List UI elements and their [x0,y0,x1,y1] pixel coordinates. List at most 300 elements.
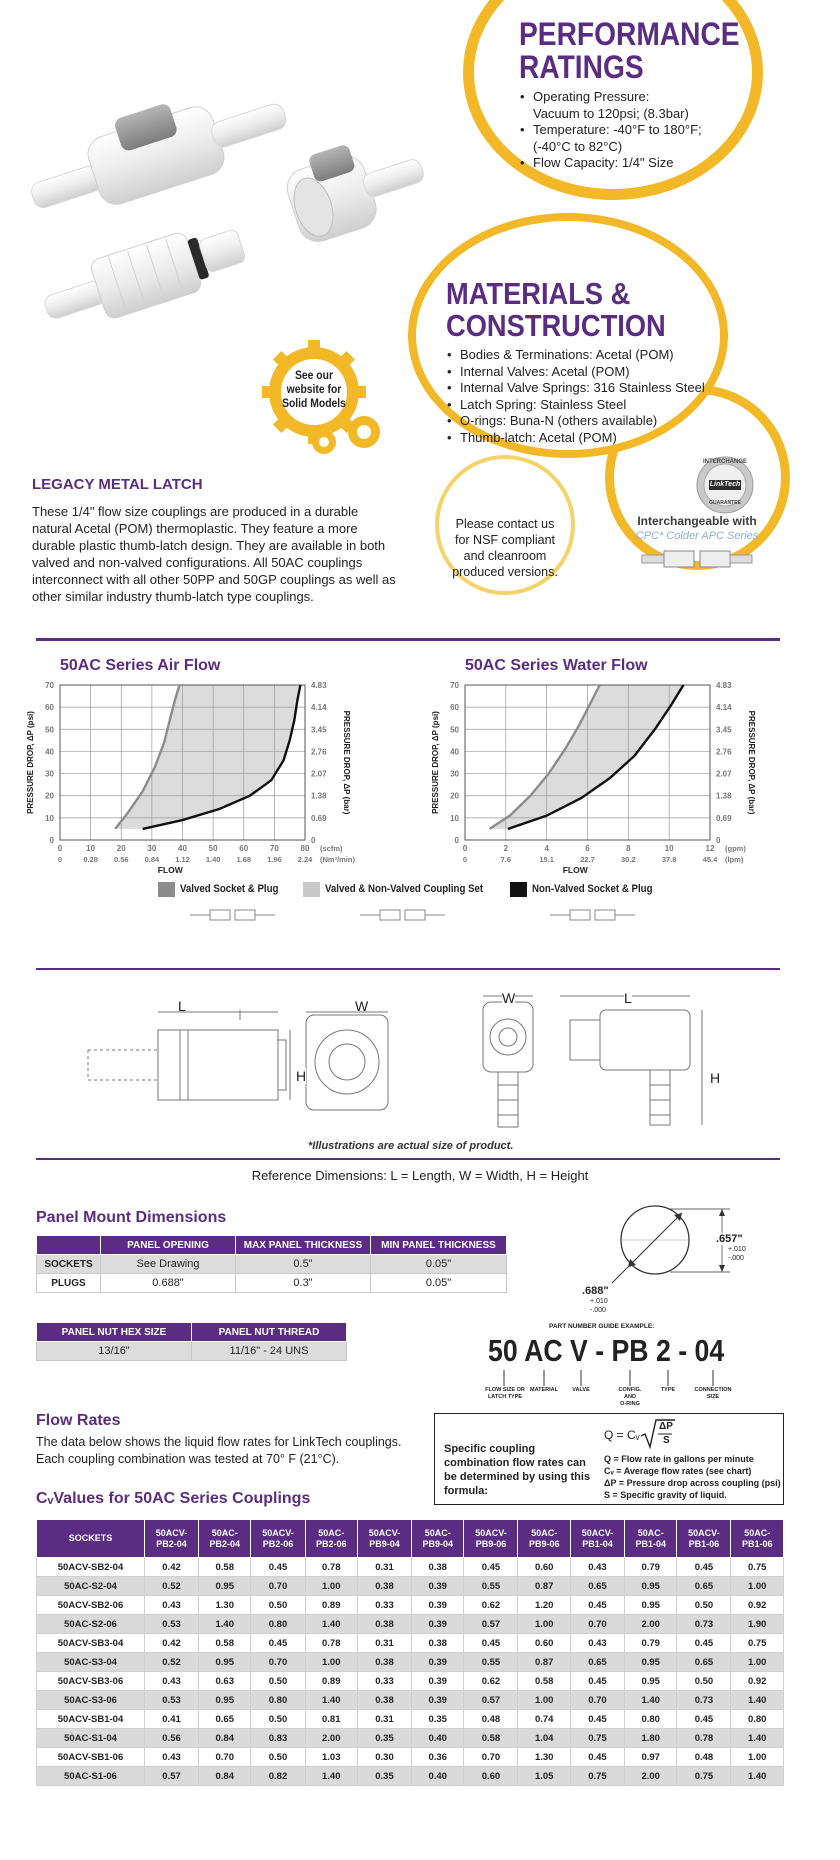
x2-tick-label: 0.56 [113,855,129,864]
cv-value: 0.92 [731,1596,784,1615]
seal-text-top: INTERCHANGE [702,459,747,465]
cv-value: 0.70 [570,1615,624,1634]
cv-value: 0.41 [145,1710,199,1729]
cv-value: 0.33 [357,1596,411,1615]
cv-value: 0.45 [570,1748,624,1767]
y2-tick-label: 4.14 [311,703,327,713]
y2-tick-label: 1.38 [716,791,732,801]
y-tick-label: 40 [45,747,54,757]
x-tick-label: 2 [503,844,509,853]
cv-value: 1.40 [731,1691,784,1710]
table-row [37,1767,784,1786]
interchange-title: Interchangeable with [637,514,757,528]
cv-value: 0.55 [464,1577,518,1596]
dim-657-tol-minus: -.000 [728,1255,744,1262]
y2-tick-label: 0 [311,836,316,845]
dim-657: .657" [716,1233,743,1245]
cv-value: 0.48 [677,1748,731,1767]
cv-value: 0.40 [412,1767,464,1786]
table-row [37,1342,347,1361]
cv-value: 0.70 [251,1653,305,1672]
cv-value: 0.87 [518,1577,570,1596]
code-type: 2 [655,1333,671,1368]
cv-value: 2.00 [305,1729,357,1748]
cv-value: 0.55 [464,1653,518,1672]
cv-value: 0.42 [145,1634,199,1653]
cv-value: 0.75 [731,1558,784,1577]
performance-item: • Flow Capacity: 1/4" Size [519,155,749,172]
cv-socket-label: 50AC-S1-04 [37,1729,145,1748]
cv-value: 0.45 [251,1634,305,1653]
cv-value: 0.60 [518,1634,570,1653]
y-axis-label: PRESSURE DROP, ΔP (psi) [431,711,440,814]
x-tick-label: 10 [86,844,96,853]
materials-item: • Bodies & Terminations: Acetal (POM) [446,347,726,364]
cv-value: 0.70 [251,1577,305,1596]
cv-value: 0.50 [251,1748,305,1767]
part-caption: VALVE [572,1387,590,1393]
cv-value: 0.50 [251,1596,305,1615]
cv-value: 0.39 [412,1596,464,1615]
cv-header-plug: 50AC- PB1-06 [731,1520,784,1558]
cv-value: 0.43 [570,1634,624,1653]
dim-L-left: L [178,998,186,1014]
cv-value: 2.00 [624,1767,676,1786]
materials-title-line1: MATERIALS & [446,276,631,311]
y-tick-label: 0 [454,836,459,845]
nut-header: PANEL NUT THREAD [192,1323,347,1342]
cv-header-plug: 50ACV- PB1-04 [570,1520,624,1558]
formula-equation: Q = Cᵥ [604,1428,640,1442]
materials-item: • O-rings: Buna-N (others available) [446,413,726,430]
table-row [37,1634,784,1653]
cv-value: 0.45 [570,1672,624,1691]
y2-tick-label: 0.69 [716,813,732,823]
x-tick-label: 20 [116,844,126,853]
legend-swatch-nonvalved [510,882,527,897]
y-tick-label: 50 [450,725,459,735]
cv-value: 0.95 [624,1596,676,1615]
cv-value: 1.40 [624,1691,676,1710]
pm-cell: 0.05" [371,1274,507,1293]
cv-value: 0.35 [412,1710,464,1729]
cv-value: 0.39 [412,1577,464,1596]
cv-socket-label: 50ACV-SB3-04 [37,1634,145,1653]
nut-cell: 11/16" - 24 UNS [192,1342,347,1361]
y-tick-label: 20 [45,791,54,801]
nut-header: PANEL NUT HEX SIZE [37,1323,192,1342]
flow-rates-title: Flow Rates [36,1412,121,1429]
performance-item: • Temperature: -40°F to 180°F; (-40°C to 82°C) [519,122,749,155]
x2-tick-label: 2.24 [297,855,313,864]
cv-value: 0.95 [624,1577,676,1596]
x2-tick-label: 30.2 [621,855,636,864]
water-flow-chart [425,675,810,885]
seal-text-bottom: GUARANTEE [709,500,741,506]
pm-header: MIN PANEL THICKNESS [371,1236,507,1255]
cv-value: 0.79 [624,1634,676,1653]
flow-rates-body: The data below shows the liquid flow rates for LinkTech couplings. Each coupling combination was tested at 70° F (21°C). [36,1435,402,1466]
cv-value: 0.95 [624,1672,676,1691]
cv-socket-label: 50AC-S1-06 [37,1767,145,1786]
materials-block [446,278,726,446]
table-row [37,1615,784,1634]
cv-value: 0.50 [677,1596,731,1615]
cv-value: 0.33 [357,1672,411,1691]
cv-value: 0.43 [570,1558,624,1577]
cv-value: 0.58 [199,1634,251,1653]
cv-value: 0.45 [464,1558,518,1577]
cv-value: 0.95 [199,1691,251,1710]
legacy-title: LEGACY METAL LATCH [32,476,203,493]
seal-text-mid: LinkTech [709,481,741,488]
cv-header-plug: 50ACV- PB9-04 [357,1520,411,1558]
part-guide-code [488,1333,725,1373]
code-material: AC [524,1333,563,1368]
cv-value: 0.62 [464,1672,518,1691]
cv-value: 0.45 [677,1634,731,1653]
cv-value: 1.03 [305,1748,357,1767]
cv-value: 0.58 [464,1729,518,1748]
nsf-note: Please contact us for NSF compliant and cleanroom produced versions. [452,517,558,579]
x-axis-label: FLOW [157,865,183,875]
pm-cell: 0.5" [236,1255,371,1274]
cv-value: 0.38 [357,1577,411,1596]
cv-value: 1.00 [305,1577,357,1596]
pm-header: PANEL OPENING [101,1236,236,1255]
formula-intro: Specific coupling combination flow rates can be determined by using this formula: [444,1443,591,1497]
cv-value: 1.00 [731,1577,784,1596]
cv-value: 0.80 [251,1615,305,1634]
formula-def: S = Specific gravity of liquid. [604,1490,727,1500]
part-caption: MATERIAL [529,1387,558,1393]
y2-tick-label: 3.45 [311,725,327,735]
cv-value: 0.63 [199,1672,251,1691]
x-tick-label: 6 [585,844,590,853]
cv-value: 0.39 [412,1615,464,1634]
table-row [37,1748,784,1767]
formula-denominator: S [663,1435,670,1446]
cv-value: 1.80 [624,1729,676,1748]
cv-value: 1.40 [731,1729,784,1748]
x-tick-label: 8 [626,844,631,853]
cv-value: 0.80 [624,1710,676,1729]
product-photo [20,60,440,360]
pm-cell: 0.3" [236,1274,371,1293]
legend-swatch-valved [158,882,175,897]
cv-value: 0.40 [412,1729,464,1748]
x2-tick-label: 1.96 [267,855,282,864]
cv-value: 0.52 [145,1577,199,1596]
y2-tick-label: 2.07 [311,769,327,779]
x2-tick-label: 0.28 [83,855,98,864]
cv-value: 1.05 [518,1767,570,1786]
cv-value: 0.50 [251,1710,305,1729]
cv-value: 0.84 [199,1729,251,1748]
cv-value: 0.45 [570,1710,624,1729]
table-row [37,1653,784,1672]
cv-value: 0.60 [464,1767,518,1786]
cv-value: 1.40 [305,1767,357,1786]
part-caption: FLOW SIZE OR LATCH TYPE [485,1387,525,1400]
cv-value: 0.50 [677,1672,731,1691]
x-tick-label: 40 [178,844,187,853]
cv-value: 0.65 [570,1653,624,1672]
x-tick-label: 4 [544,844,549,853]
cv-header-plug: 50AC- PB2-04 [199,1520,251,1558]
interchange-subtitle: CPC* Colder APC Series [635,530,759,542]
cv-value: 0.31 [357,1634,411,1653]
y-tick-label: 10 [450,813,459,823]
cv-socket-label: 50ACV-SB2-04 [37,1558,145,1577]
cv-value: 0.38 [357,1691,411,1710]
cv-header-plug: 50ACV- PB9-06 [464,1520,518,1558]
panel-mount-title: Panel Mount Dimensions [36,1209,227,1226]
cv-socket-label: 50AC-S3-04 [37,1653,145,1672]
cv-value: 0.65 [570,1577,624,1596]
cv-value: 0.45 [464,1634,518,1653]
cv-value: 0.42 [145,1558,199,1577]
x2-tick-label: 1.12 [175,855,190,864]
chart-legend [158,881,678,901]
y-tick-label: 70 [450,681,459,690]
cv-header-plug: 50ACV- PB1-06 [677,1520,731,1558]
x2-tick-label: 1.68 [236,855,252,864]
x-unit2: (lpm) [725,855,744,864]
cv-value: 1.04 [518,1729,570,1748]
cv-body [37,1558,784,1786]
formula-def: Cᵥ = Average flow rates (see chart) [604,1466,752,1476]
x2-tick-label: 37.8 [661,855,677,864]
cv-value: 1.40 [199,1615,251,1634]
dim-W-left: W [355,998,369,1014]
cv-socket-label: 50AC-S2-04 [37,1577,145,1596]
x2-tick-label: 0 [462,855,468,864]
pm-row-label: SOCKETS [37,1255,101,1274]
panel-nut-table [36,1322,347,1361]
x-unit: (gpm) [725,844,746,853]
dim-L-right: L [624,990,632,1006]
table-row [37,1255,507,1274]
divider [36,1158,780,1160]
table-row [37,1710,784,1729]
cv-value: 1.30 [199,1596,251,1615]
cv-header-plug: 50AC- PB9-06 [518,1520,570,1558]
cv-value: 0.57 [464,1691,518,1710]
formula-defs [604,1453,782,1501]
x-tick-label: 0 [57,844,63,853]
panel-mount-table [36,1235,507,1293]
cv-value: 0.57 [145,1767,199,1786]
cv-value: 2.00 [624,1615,676,1634]
cv-value: 0.65 [677,1577,731,1596]
cv-value: 0.65 [677,1653,731,1672]
x2-tick-label: 22.7 [580,855,595,864]
cv-value: 0.53 [145,1691,199,1710]
drawing-caption: *Illustrations are actual size of product. [308,1140,514,1152]
cv-header-plug: 50ACV- PB2-04 [145,1520,199,1558]
y2-axis-label: PRESSURE DROP, ΔP (bar) [747,710,756,815]
cv-value: 0.50 [251,1672,305,1691]
dim-657-tol-plus: +.010 [728,1246,746,1253]
cv-value: 0.95 [199,1577,251,1596]
formula-numerator: ΔP [659,1421,673,1432]
pm-row-label: PLUGS [37,1274,101,1293]
cv-value: 1.00 [518,1615,570,1634]
cv-header-row [37,1520,784,1558]
pm-cell: 0.05" [371,1255,507,1274]
performance-list [519,89,749,172]
y-tick-label: 0 [49,836,54,845]
y-tick-label: 20 [450,791,459,801]
y-tick-label: 50 [45,725,54,735]
y-tick-label: 60 [450,703,459,713]
divider [36,638,780,641]
panel-cutout-drawing [600,1195,740,1305]
cv-socket-label: 50AC-S2-06 [37,1615,145,1634]
performance-title [519,16,740,85]
cv-value: 0.78 [677,1729,731,1748]
cv-value: 0.35 [357,1729,411,1748]
cv-socket-label: 50ACV-SB2-06 [37,1596,145,1615]
cv-value: 0.89 [305,1596,357,1615]
cv-value: 0.35 [357,1767,411,1786]
y-tick-label: 60 [45,703,54,713]
pm-cell: See Drawing [101,1255,236,1274]
cv-value: 0.65 [199,1710,251,1729]
cv-value: 0.70 [199,1748,251,1767]
cv-value: 0.95 [199,1653,251,1672]
cv-value: 0.89 [305,1672,357,1691]
table-row [37,1577,784,1596]
legend-swatch-mixed [303,882,320,897]
cv-value: 0.43 [145,1596,199,1615]
cv-value: 1.00 [518,1691,570,1710]
cv-value: 0.39 [412,1653,464,1672]
cv-value: 0.43 [145,1748,199,1767]
dim-W-right: W [502,990,516,1006]
dim-H-left: H [296,1068,307,1084]
cv-value: 1.40 [731,1767,784,1786]
x2-tick-label: 15.1 [539,855,554,864]
y2-tick-label: 2.76 [716,747,732,757]
cv-table [36,1519,784,1786]
x2-tick-label: 1.40 [205,855,221,864]
cv-value: 0.79 [624,1558,676,1577]
cv-value: 0.80 [731,1710,784,1729]
cv-socket-label: 50ACV-SB1-06 [37,1748,145,1767]
y2-tick-label: 2.07 [716,769,732,779]
table-row [37,1274,507,1293]
dim-688-tol-minus: -.000 [590,1307,606,1314]
cv-value: 1.20 [518,1596,570,1615]
code-connection: 04 [694,1333,725,1368]
materials-item: • Latch Spring: Stainless Steel [446,397,726,414]
cv-title: CᵥValues for 50AC Series Couplings [36,1490,311,1507]
cv-value: 0.82 [251,1767,305,1786]
y-tick-label: 10 [45,813,54,823]
performance-title-line1: PERFORMANCE [519,16,740,52]
cv-value: 0.45 [251,1558,305,1577]
cv-value: 1.90 [731,1615,784,1634]
cv-value: 0.75 [570,1729,624,1748]
cv-value: 0.70 [464,1748,518,1767]
gear-badge-text: See our website for Solid Models [282,370,346,410]
reference-dimensions: Reference Dimensions: L = Length, W = Width, H = Height [251,1168,589,1183]
interchange-coupling-icon [640,548,755,570]
materials-item: • Internal Valves: Acetal (POM) [446,364,726,381]
water-chart-title: 50AC Series Water Flow [465,657,648,674]
cv-value: 0.48 [464,1710,518,1729]
legend-label-mixed: Valved & Non-Valved Coupling Set [325,883,484,895]
cv-value: 0.60 [518,1558,570,1577]
y-tick-label: 30 [45,769,54,779]
x-tick-label: 80 [300,844,310,853]
x-tick-label: 12 [705,844,715,853]
dim-688: .688" [582,1285,609,1297]
cv-value: 1.40 [305,1615,357,1634]
x-tick-label: 0 [462,844,468,853]
pm-cell: 0.688" [101,1274,236,1293]
cv-value: 1.00 [305,1653,357,1672]
formula-def: ΔP = Pressure drop across coupling (psi) [604,1478,781,1488]
cv-value: 0.81 [305,1710,357,1729]
y2-tick-label: 2.76 [311,747,327,757]
performance-title-line2: RATINGS [519,48,644,85]
cv-socket-label: 50ACV-SB3-06 [37,1672,145,1691]
pm-header: MAX PANEL THICKNESS [236,1236,371,1255]
x2-tick-label: 0.84 [144,855,160,864]
cv-value: 0.62 [464,1596,518,1615]
y2-tick-label: 1.38 [311,791,327,801]
part-guide-leaders [488,1370,748,1388]
code-dash: - [595,1333,605,1368]
y2-tick-label: 4.83 [716,681,732,690]
cv-value: 1.00 [731,1748,784,1767]
part-caption: CONNECTION SIZE [694,1387,732,1400]
legend-label-valved: Valved Socket & Plug [180,883,279,895]
materials-title-line2: CONSTRUCTION [446,307,666,343]
cv-value: 0.38 [412,1558,464,1577]
cv-value: 0.84 [199,1767,251,1786]
cv-value: 0.38 [412,1634,464,1653]
dim-H-right: H [710,1070,721,1086]
cv-value: 0.80 [251,1691,305,1710]
x-tick-label: 70 [269,844,279,853]
cv-value: 0.83 [251,1729,305,1748]
y-tick-label: 30 [450,769,459,779]
part-guide-label: PART NUMBER GUIDE EXAMPLE: [549,1323,655,1330]
legend-label-nonvalved: Non-Valved Socket & Plug [532,883,653,895]
nut-cell: 13/16" [37,1342,192,1361]
part-caption: TYPE [660,1387,676,1393]
cv-value: 1.30 [518,1748,570,1767]
table-row [37,1596,784,1615]
cv-value: 0.97 [624,1748,676,1767]
materials-list [446,347,726,446]
cv-header-plug: 50AC- PB1-04 [624,1520,676,1558]
y2-tick-label: 4.83 [311,681,327,690]
y2-tick-label: 4.14 [716,703,732,713]
cv-value: 0.73 [677,1691,731,1710]
cv-value: 0.31 [357,1558,411,1577]
code-valve: V [570,1333,588,1368]
cv-value: 0.31 [357,1710,411,1729]
cv-value: 0.75 [677,1767,731,1786]
cv-value: 0.95 [624,1653,676,1672]
cv-value: 0.57 [464,1615,518,1634]
cv-value: 0.75 [570,1767,624,1786]
